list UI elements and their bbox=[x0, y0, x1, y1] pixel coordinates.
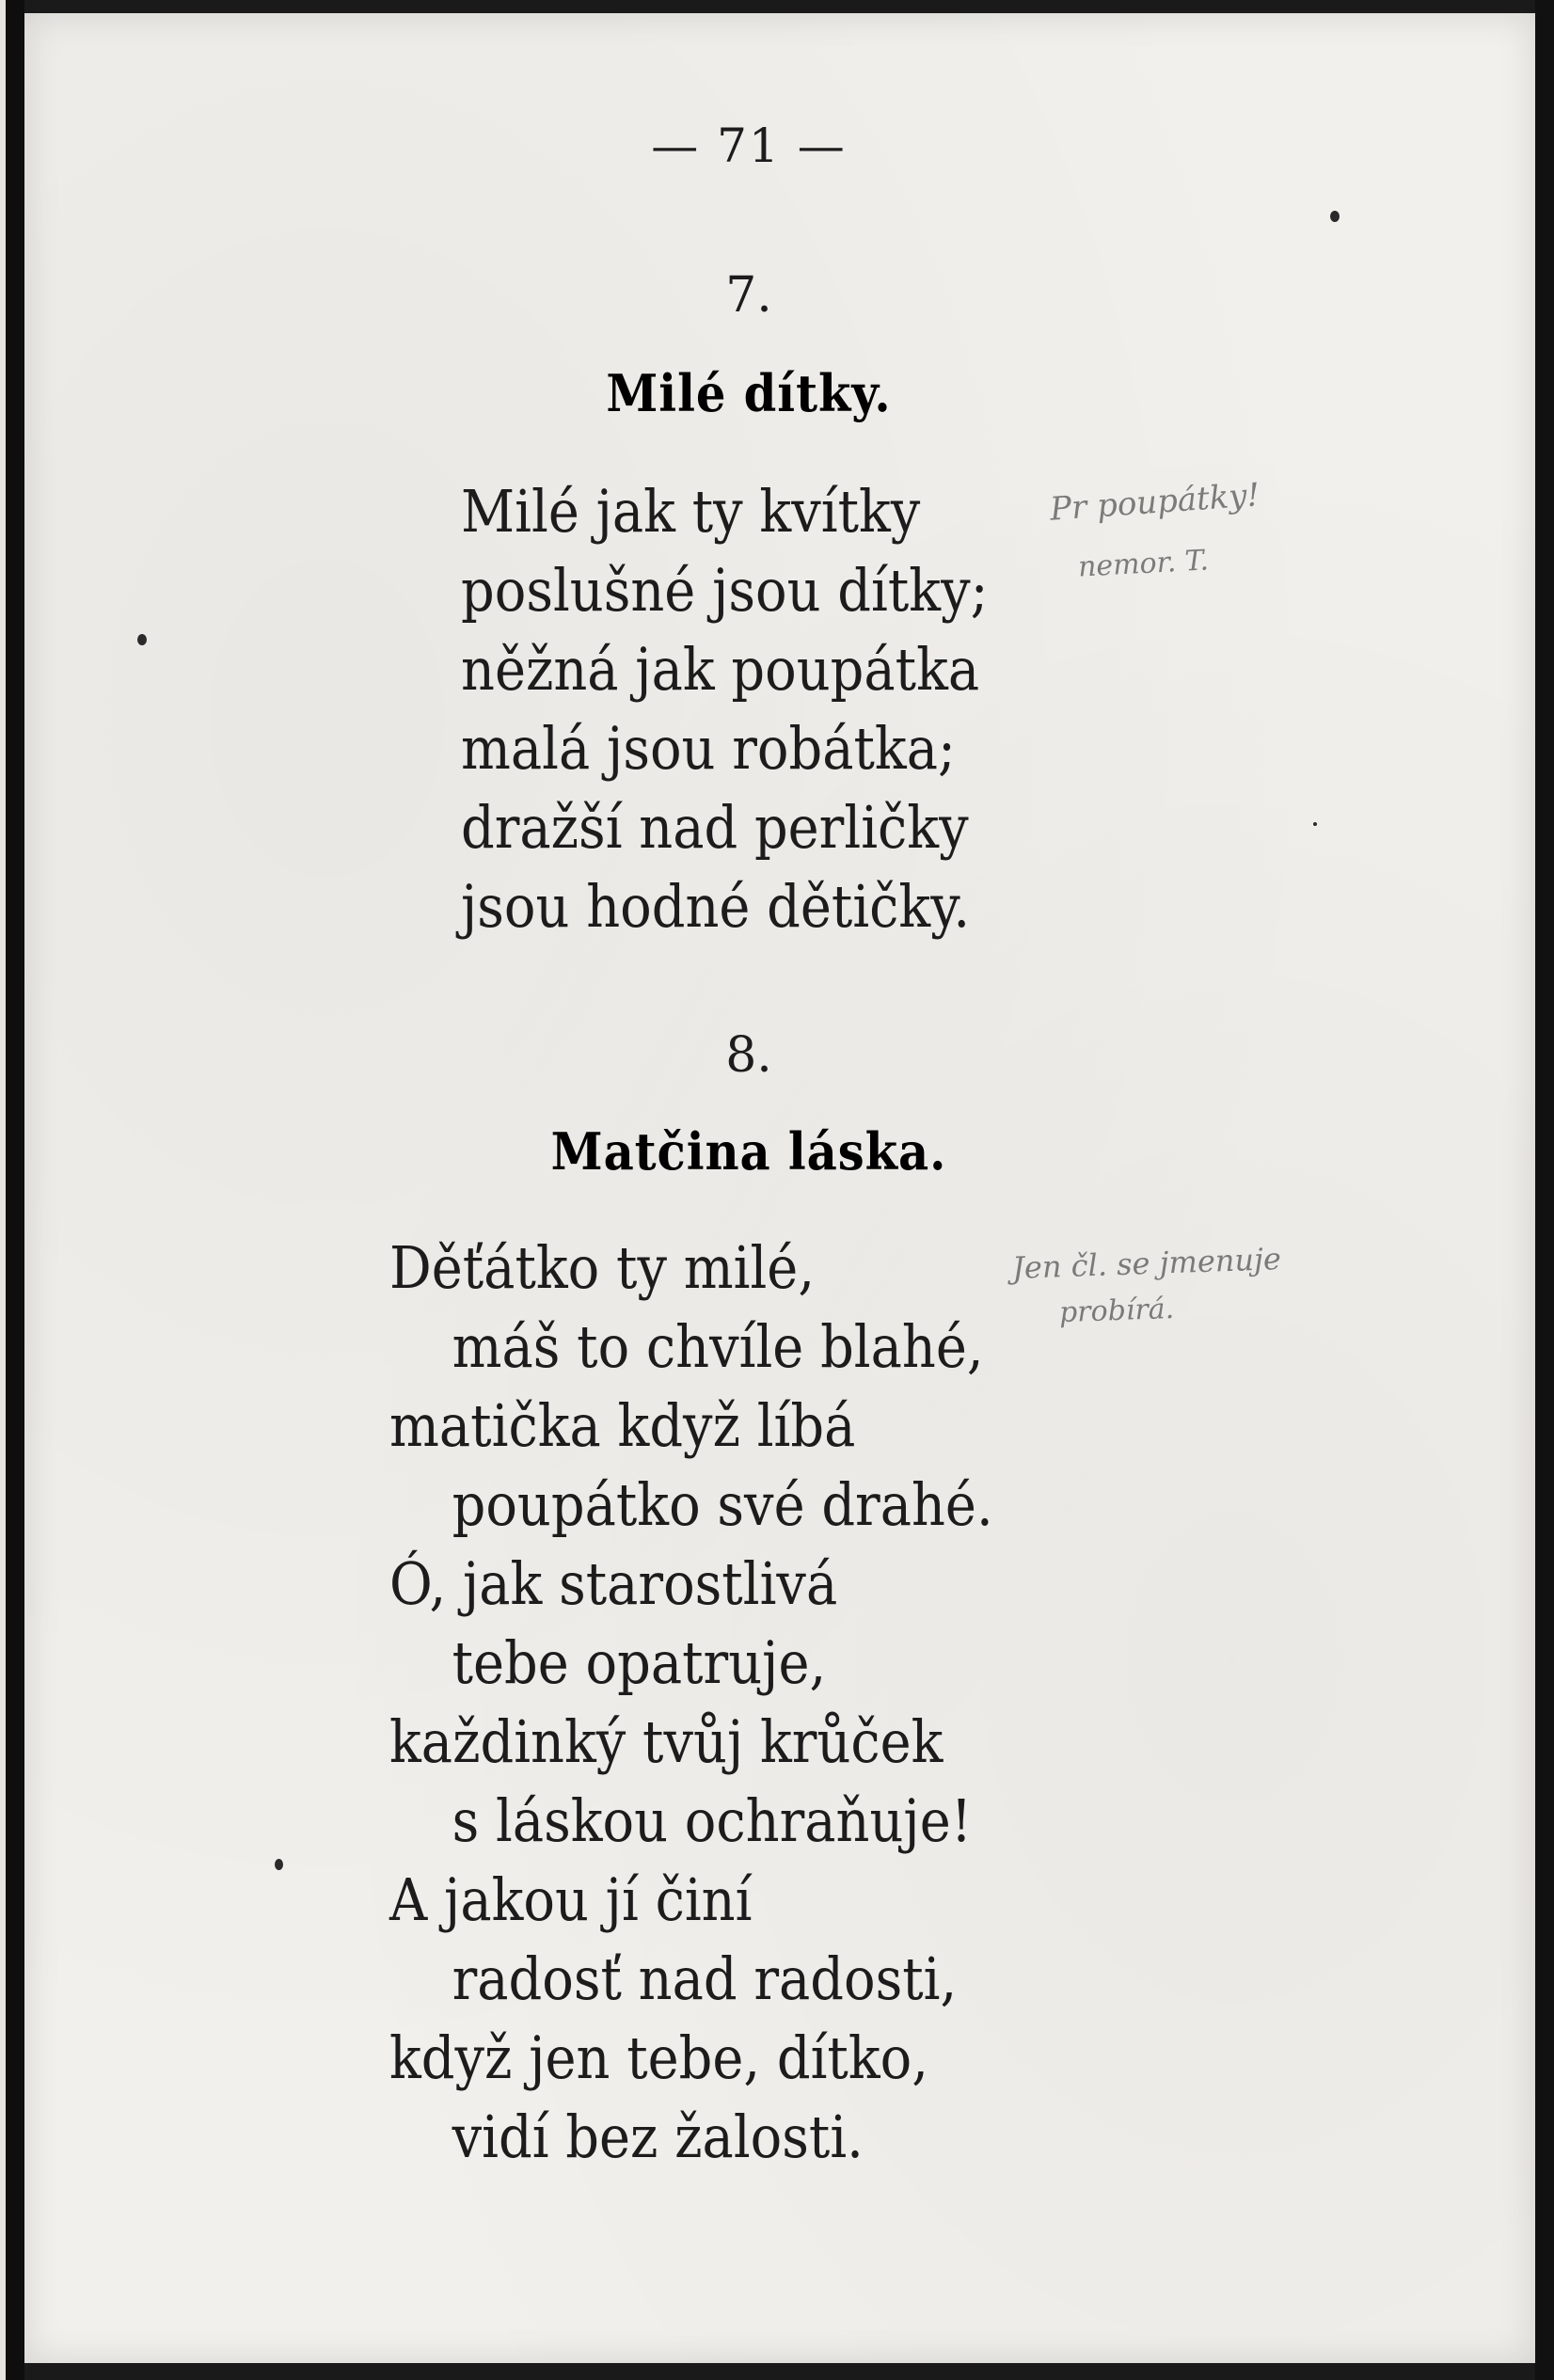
poem-line: tebe opatruje, bbox=[452, 1628, 827, 1697]
book-page bbox=[24, 13, 1535, 2363]
poem-line: A jakou jí činí bbox=[389, 1865, 753, 1934]
print-speck bbox=[275, 1859, 283, 1870]
handwritten-note: probírá. bbox=[1058, 1292, 1175, 1330]
handwritten-note: nemor. T. bbox=[1077, 544, 1210, 584]
book-gutter bbox=[0, 0, 24, 2380]
poem-line: Ó, jak starostlivá bbox=[389, 1549, 838, 1618]
poem-line: každinký tvůj krůček bbox=[389, 1707, 944, 1776]
poem-title: Matčina láska. bbox=[550, 1121, 947, 1182]
poem-line: s láskou ochraňuje! bbox=[452, 1786, 973, 1855]
poem-line: poslušné jsou dítky; bbox=[461, 556, 989, 625]
print-speck bbox=[137, 634, 147, 645]
poem-line: dražší nad perličky bbox=[461, 793, 969, 862]
print-speck bbox=[1330, 211, 1340, 222]
handwritten-note: Jen čl. se jmenuje bbox=[1011, 1241, 1282, 1286]
poem-line: poupátko své drahé. bbox=[452, 1470, 993, 1539]
poem-line: radosť nad radosti, bbox=[452, 1944, 958, 2013]
poem-number: 7. bbox=[725, 267, 772, 324]
print-speck bbox=[1313, 822, 1317, 826]
poem-line: vidí bez žalosti. bbox=[452, 2102, 864, 2171]
poem-line: když jen tebe, dítko, bbox=[389, 2023, 928, 2092]
poem-stanza bbox=[461, 472, 988, 946]
poem-line: Děťátko ty milé, bbox=[389, 1233, 816, 1302]
poem-line: něžná jak poupátka bbox=[461, 635, 980, 704]
poem-line: Milé jak ty kvítky bbox=[461, 477, 921, 546]
page-edge-shadow bbox=[1535, 0, 1554, 2380]
poem-title: Milé dítky. bbox=[606, 363, 892, 423]
page-number: — 71 — bbox=[651, 119, 847, 173]
left-page-edge bbox=[0, 0, 6, 2380]
poem-stanza bbox=[389, 1229, 993, 2177]
poem-line: jsou hodné dětičky. bbox=[461, 872, 971, 941]
poem-line: matička když líbá bbox=[389, 1391, 856, 1460]
poem-line: máš to chvíle blahé, bbox=[452, 1312, 984, 1381]
poem-number: 8. bbox=[725, 1027, 772, 1084]
handwritten-note: Pr poupátky! bbox=[1048, 476, 1261, 529]
poem-line: malá jsou robátka; bbox=[461, 714, 956, 783]
